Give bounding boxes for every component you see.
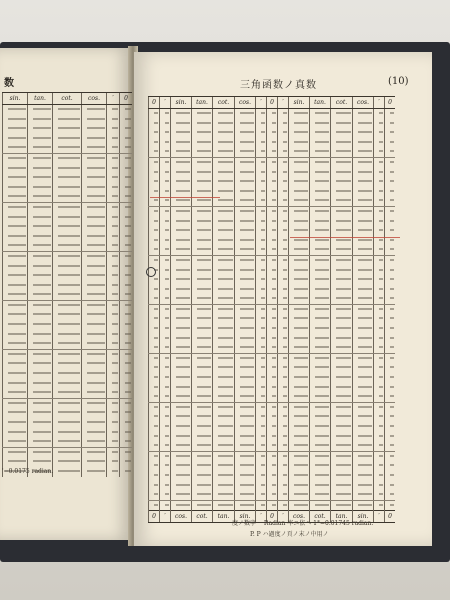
right-table-bottom-header-1: ′	[160, 511, 171, 523]
right-table-row	[149, 147, 396, 157]
left-table-row	[3, 300, 133, 310]
right-table-row	[149, 363, 396, 373]
right-table-bottom-header-14: 0	[385, 511, 396, 523]
right-table-bottom-header-8: ′	[278, 511, 289, 523]
right-footer-line2: P. P ハ過度ノ頁ノ末ノ中用ノ	[250, 531, 329, 538]
right-table-row	[149, 490, 396, 500]
left-table-row	[3, 281, 133, 291]
left-table-row	[3, 153, 133, 163]
left-table-row	[3, 134, 133, 144]
right-table-row	[149, 245, 396, 255]
right-trig-table	[148, 96, 395, 523]
left-table-row	[3, 192, 133, 202]
left-table-row	[3, 143, 133, 153]
right-table-row	[149, 324, 396, 334]
right-table-row	[149, 402, 396, 412]
right-table-bottom-header-12: sin.	[353, 511, 374, 523]
right-table-row	[149, 285, 396, 295]
right-table-row	[149, 343, 396, 353]
right-table-row	[149, 353, 396, 363]
left-table-row	[3, 124, 133, 134]
right-table-row	[149, 471, 396, 481]
left-table-row	[3, 388, 133, 398]
right-table-row	[149, 275, 396, 285]
right-page-header: 三角函数ノ真数	[240, 80, 317, 91]
right-table-row	[149, 226, 396, 236]
right-table-header-0: 0	[149, 97, 160, 109]
right-table-row	[149, 187, 396, 197]
right-table-header-11: cot.	[331, 97, 353, 109]
page-number: (10)	[388, 76, 409, 87]
right-table-bottom-header-5: sin.	[235, 511, 256, 523]
right-table-row	[149, 119, 396, 129]
right-table-row	[149, 481, 396, 491]
left-table-row	[3, 222, 133, 232]
right-table-bottom-header-9: cos.	[289, 511, 310, 523]
right-table-header-13: ′	[374, 97, 385, 109]
right-table-row	[149, 373, 396, 383]
right-table-row	[149, 412, 396, 422]
right-table-header-10: tan.	[310, 97, 331, 109]
right-table-bottom-header-4: tan.	[213, 511, 235, 523]
left-table-row	[3, 105, 133, 115]
right-table-row	[149, 255, 396, 265]
right-table-row	[149, 138, 396, 148]
left-table-row	[3, 241, 133, 251]
page-mark	[146, 267, 156, 277]
left-table-row	[3, 164, 133, 174]
right-table-row	[149, 294, 396, 304]
right-table-row	[149, 168, 396, 178]
right-table-bottom-header-6: ′	[256, 511, 267, 523]
left-table-row	[3, 213, 133, 223]
right-table-header-1: ′	[160, 97, 171, 109]
right-table-row	[149, 217, 396, 227]
right-table-row	[149, 314, 396, 324]
left-table-row	[3, 437, 133, 447]
right-table-header-4: cot.	[213, 97, 235, 109]
left-table-header-0: sin.	[3, 93, 28, 105]
right-table-bottom-header-2: cos.	[171, 511, 192, 523]
right-table-bottom-header-11: tan.	[331, 511, 353, 523]
left-table-row	[3, 262, 133, 272]
right-table-bottom-header-0: 0	[149, 511, 160, 523]
left-table-row	[3, 428, 133, 438]
left-table-row	[3, 408, 133, 418]
right-table-row	[149, 206, 396, 216]
right-table-header-8: ′	[278, 97, 289, 109]
right-table-header-9: sin.	[289, 97, 310, 109]
left-table-row	[3, 173, 133, 183]
left-table-row	[3, 457, 133, 467]
left-table-row	[3, 447, 133, 457]
left-table-row	[3, 369, 133, 379]
left-table-row	[3, 251, 133, 261]
left-table-row	[3, 359, 133, 369]
left-table-row	[3, 330, 133, 340]
right-footer-line1: 度ノ数字ー Radian 率ニ依ヘ 1°=0.01745 radian.	[232, 520, 374, 527]
right-table-header-2: sin.	[171, 97, 192, 109]
right-table-header-12: cos.	[353, 97, 374, 109]
right-table-bottom-header-13: ′	[374, 511, 385, 523]
right-table-row	[149, 334, 396, 344]
left-table-row	[3, 271, 133, 281]
left-page-header: 数	[4, 78, 14, 89]
right-table-row	[149, 432, 396, 442]
left-table-header-5: 0	[120, 93, 133, 105]
right-table-row	[149, 392, 396, 402]
right-table-row	[149, 461, 396, 471]
left-table-header-2: cot.	[53, 93, 82, 105]
left-table-row	[3, 379, 133, 389]
right-table-row	[149, 304, 396, 314]
left-table-row	[3, 418, 133, 428]
right-table-row	[149, 266, 396, 276]
left-trig-table	[2, 92, 132, 477]
right-table-row	[149, 422, 396, 432]
right-table-header-7: 0	[267, 97, 278, 109]
right-table-row	[149, 109, 396, 119]
right-table-row	[149, 451, 396, 461]
red-underline-1	[150, 197, 220, 198]
right-table-bottom-header-3: cot.	[192, 511, 213, 523]
left-table-row	[3, 290, 133, 300]
left-table-row	[3, 349, 133, 359]
right-table-header-14: 0	[385, 97, 396, 109]
right-table-header-6: ′	[256, 97, 267, 109]
right-table-header-3: tan.	[192, 97, 213, 109]
left-table-row	[3, 202, 133, 212]
right-table-row	[149, 128, 396, 138]
right-table-header-5: cos.	[235, 97, 256, 109]
right-table-row	[149, 500, 396, 511]
left-table-row	[3, 320, 133, 330]
right-table-bottom-header-10: cot.	[310, 511, 331, 523]
left-footer: '=0.0175 radian.	[2, 468, 54, 475]
right-table-row	[149, 157, 396, 167]
left-table-header-1: tan.	[28, 93, 53, 105]
right-table-bottom-header-7: 0	[267, 511, 278, 523]
right-table-row	[149, 383, 396, 393]
right-table-row	[149, 441, 396, 451]
right-table-row	[149, 177, 396, 187]
left-table-row	[3, 339, 133, 349]
left-table-row	[3, 398, 133, 408]
left-table-row	[3, 310, 133, 320]
left-table-row	[3, 115, 133, 125]
left-table-header-3: cos.	[82, 93, 107, 105]
left-table-header-4: ′	[107, 93, 120, 105]
left-table-row	[3, 183, 133, 193]
red-underline-2	[290, 237, 400, 238]
left-table-row	[3, 232, 133, 242]
